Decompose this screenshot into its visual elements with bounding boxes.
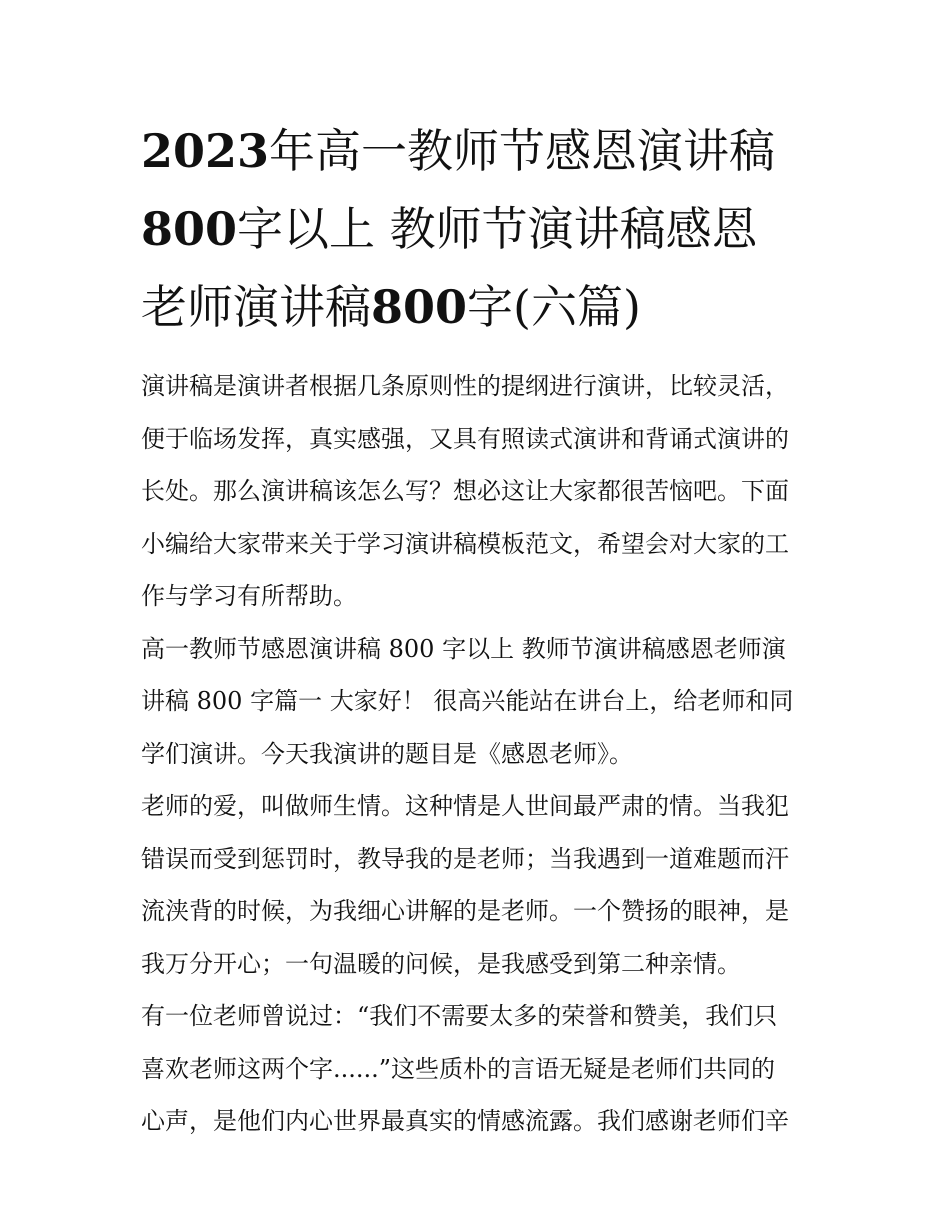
title-segment: 800: [371, 280, 468, 334]
title-segment: 字(六篇): [467, 280, 641, 334]
document-title: [141, 112, 816, 346]
text-line: 便于临场发挥，真实感强，又具有照读式演讲和背诵式演讲的: [141, 424, 789, 453]
section-heading-paragraph: [141, 623, 816, 781]
text-line: 长处。那么演讲稿该怎么写？想必这让大家都很苦恼吧。下面: [141, 477, 789, 505]
text-line: 心声，是他们内心世界最真实的情感流露。我们感谢老师们辛: [141, 1107, 789, 1135]
title-line: [141, 190, 816, 268]
text-line: 演讲稿是演讲者根据几条原则性的提纲进行演讲，比较灵活，: [141, 372, 789, 400]
text-line: 学们演讲。今天我演讲的题目是《感恩老师》。: [141, 739, 633, 768]
text-line: 错误而受到惩罚时，教导我的是老师；当我遇到一道难题而汗: [141, 844, 789, 873]
text-line: 讲稿 800 字篇一 大家好！ 很高兴能站在讲台上，给老师和同: [141, 687, 794, 715]
title-line: [141, 268, 816, 346]
text-line: 我万分开心；一句温暖的问候，是我感受到第二种亲情。: [141, 949, 741, 978]
document-page: [141, 112, 816, 1148]
body-paragraph: [141, 990, 816, 1148]
title-segment: 年高一教师节感恩演讲稿: [269, 124, 776, 178]
title-segment: 字以上 教师节演讲稿感恩: [237, 202, 758, 256]
text-line: 有一位老师曾说过：“我们不需要太多的荣誉和赞美，我们只: [141, 1002, 778, 1030]
title-segment: 800: [141, 202, 238, 256]
text-line: 老师的爱，叫做师生情。这种情是人世间最严肃的情。当我犯: [141, 792, 789, 820]
title-segment: 2023: [141, 124, 270, 178]
intro-paragraph: [141, 360, 816, 623]
title-line: [141, 112, 816, 190]
text-line: 喜欢老师这两个字......”这些质朴的言语无疑是老师们共同的: [141, 1054, 776, 1083]
body-paragraph: [141, 780, 816, 990]
text-line: 小编给大家带来关于学习演讲稿模板范文，希望会对大家的工: [141, 529, 789, 558]
text-line: 流浃背的时候，为我细心讲解的是老师。一个赞扬的眼神，是: [141, 897, 789, 925]
text-line: 高一教师节感恩演讲稿 800 字以上 教师节演讲稿感恩老师演: [141, 634, 786, 663]
text-line: 作与学习有所帮助。: [141, 582, 357, 610]
title-segment: 老师演讲稿: [141, 280, 371, 334]
